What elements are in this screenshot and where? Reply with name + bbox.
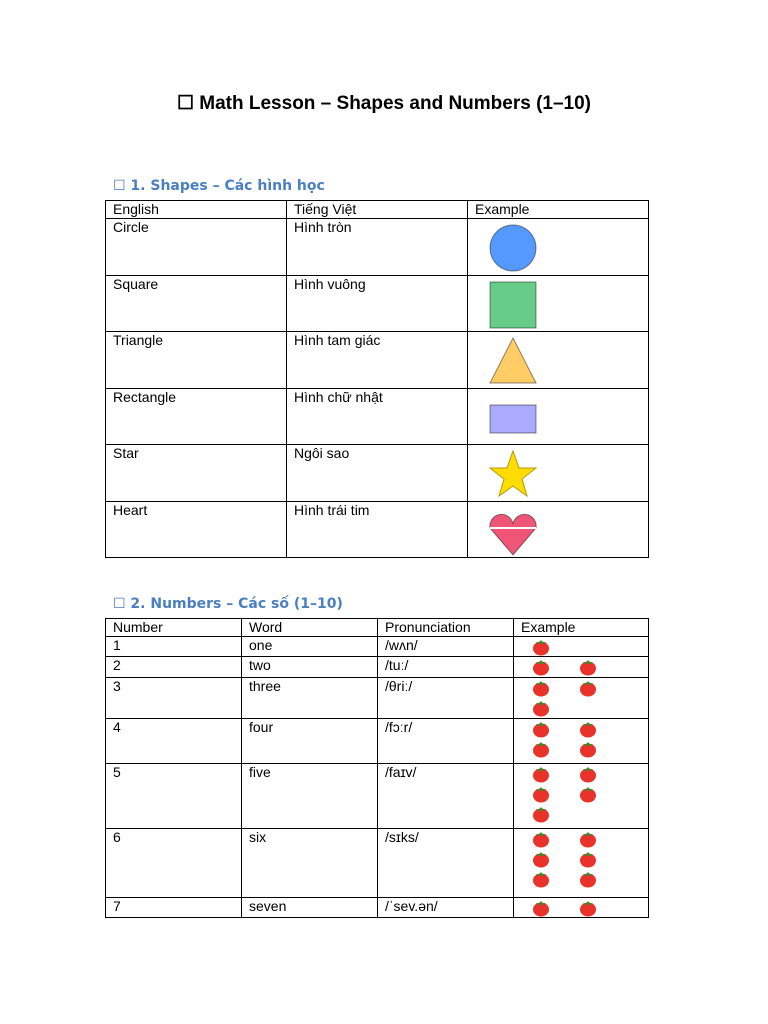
tomato-body: [533, 724, 549, 738]
shape-english: Circle: [106, 219, 287, 276]
shape-english: Rectangle: [106, 389, 287, 445]
tomato-body: [580, 662, 596, 676]
tomato-body: [580, 769, 596, 783]
tomato-icon: [532, 638, 550, 656]
tomato-body: [580, 874, 596, 888]
square-shape: [488, 280, 538, 330]
number-example-cell: [514, 678, 649, 719]
shape-row: [106, 276, 649, 332]
numbers-header-cell: Pronunciation: [378, 619, 514, 637]
number-row: [106, 678, 649, 719]
tomato-icon: [579, 740, 597, 758]
tomato-icon: [532, 785, 550, 803]
page-title: ☐ Math Lesson – Shapes and Numbers (1–10): [176, 93, 592, 114]
shape-row: [106, 502, 649, 558]
tomato-icon: [579, 785, 597, 803]
tomato-body: [533, 683, 549, 697]
number-word: five: [242, 764, 378, 829]
number-example-cell: [514, 898, 649, 918]
shape-row: [106, 389, 649, 445]
tomato-icon: [532, 830, 550, 848]
number-number: 6: [106, 829, 242, 898]
tomato-body: [533, 809, 549, 823]
shape-vietnamese: Hình tròn: [287, 219, 468, 276]
number-row: [106, 719, 649, 764]
tomato-body: [533, 874, 549, 888]
tomato-icon: [532, 658, 550, 676]
tomato-body: [533, 642, 549, 656]
number-pron: /ˈsev.ən/: [378, 898, 514, 918]
shapes-header-cell: Tiếng Việt: [287, 201, 468, 219]
number-example-cell: [514, 719, 649, 764]
number-row: [106, 637, 649, 657]
heart-shape: [488, 506, 538, 556]
numbers-heading: ☐ 2. Numbers – Các số (1–10): [113, 596, 343, 612]
numbers-header-cell: Number: [106, 619, 242, 637]
tomato-icon: [532, 899, 550, 917]
tomato-icon: [579, 658, 597, 676]
number-number: 3: [106, 678, 242, 719]
tomato-icon: [579, 720, 597, 738]
shape-vietnamese: Hình chữ nhật: [287, 389, 468, 445]
shape-example-cell: [468, 332, 649, 389]
tomato-body: [580, 789, 596, 803]
triangle-shape: [488, 336, 538, 386]
shape-example-cell: [468, 502, 649, 558]
tomato-body: [533, 789, 549, 803]
tomato-body: [580, 744, 596, 758]
rectangle-path: [490, 405, 536, 433]
number-number: 7: [106, 898, 242, 918]
tomato-body: [533, 662, 549, 676]
tomato-body: [580, 834, 596, 848]
tomato-icon: [532, 720, 550, 738]
tomato-body: [533, 903, 549, 917]
shape-english: Triangle: [106, 332, 287, 389]
number-number: 4: [106, 719, 242, 764]
tomato-body: [533, 834, 549, 848]
number-pron: /faɪv/: [378, 764, 514, 829]
shape-example-cell: [468, 389, 649, 445]
number-row: [106, 657, 649, 678]
number-number: 2: [106, 657, 242, 678]
tomato-icon: [532, 850, 550, 868]
shapes-header-cell: English: [106, 201, 287, 219]
number-pron: /θriː/: [378, 678, 514, 719]
number-number: 5: [106, 764, 242, 829]
number-word: three: [242, 678, 378, 719]
shape-example-cell: [468, 276, 649, 332]
tomato-icon: [532, 679, 550, 697]
shape-vietnamese: Hình vuông: [287, 276, 468, 332]
tomato-icon: [579, 850, 597, 868]
tomato-body: [580, 683, 596, 697]
number-word: six: [242, 829, 378, 898]
number-example-cell: [514, 657, 649, 678]
tomato-body: [580, 903, 596, 917]
tomato-icon: [532, 870, 550, 888]
shapes-header-row: [106, 201, 649, 219]
numbers-table: [105, 618, 649, 918]
tomato-icon: [532, 699, 550, 717]
square-path: [490, 282, 536, 328]
tomato-icon: [579, 830, 597, 848]
number-pron: /wʌn/: [378, 637, 514, 657]
number-row: [106, 898, 649, 918]
number-example-cell: [514, 829, 649, 898]
number-example-cell: [514, 637, 649, 657]
shapes-table: [105, 200, 649, 558]
number-word: seven: [242, 898, 378, 918]
circle-shape: [488, 223, 538, 273]
shape-row: [106, 219, 649, 276]
number-word: four: [242, 719, 378, 764]
number-word: one: [242, 637, 378, 657]
tomato-icon: [532, 765, 550, 783]
shape-example-cell: [468, 219, 649, 276]
star-path: [490, 451, 536, 496]
shapes-header-cell: Example: [468, 201, 649, 219]
tomato-icon: [532, 805, 550, 823]
numbers-header-cell: Example: [514, 619, 649, 637]
tomato-body: [533, 854, 549, 868]
triangle-path: [490, 338, 536, 383]
number-pron: /fɔːr/: [378, 719, 514, 764]
tomato-icon: [579, 870, 597, 888]
numbers-header-cell: Word: [242, 619, 378, 637]
heart-path: [490, 514, 536, 555]
tomato-icon: [579, 765, 597, 783]
number-number: 1: [106, 637, 242, 657]
circle-path: [490, 225, 536, 271]
shape-vietnamese: Hình trái tim: [287, 502, 468, 558]
shape-vietnamese: Hình tam giác: [287, 332, 468, 389]
tomato-icon: [579, 899, 597, 917]
shapes-heading: ☐ 1. Shapes – Các hình học: [113, 178, 325, 194]
shape-english: Square: [106, 276, 287, 332]
shape-row: [106, 445, 649, 502]
tomato-icon: [579, 679, 597, 697]
tomato-icon: [532, 740, 550, 758]
tomato-body: [533, 703, 549, 717]
tomato-body: [533, 744, 549, 758]
shape-english: Star: [106, 445, 287, 502]
tomato-body: [533, 769, 549, 783]
star-shape: [488, 449, 538, 499]
number-row: [106, 829, 649, 898]
number-pron: /sɪks/: [378, 829, 514, 898]
shape-english: Heart: [106, 502, 287, 558]
number-row: [106, 764, 649, 829]
shape-row: [106, 332, 649, 389]
number-pron: /tuː/: [378, 657, 514, 678]
number-word: two: [242, 657, 378, 678]
tomato-body: [580, 724, 596, 738]
tomato-body: [580, 854, 596, 868]
number-example-cell: [514, 764, 649, 829]
numbers-header-row: [106, 619, 649, 637]
shape-example-cell: [468, 445, 649, 502]
rectangle-shape: [488, 393, 538, 443]
shape-vietnamese: Ngôi sao: [287, 445, 468, 502]
